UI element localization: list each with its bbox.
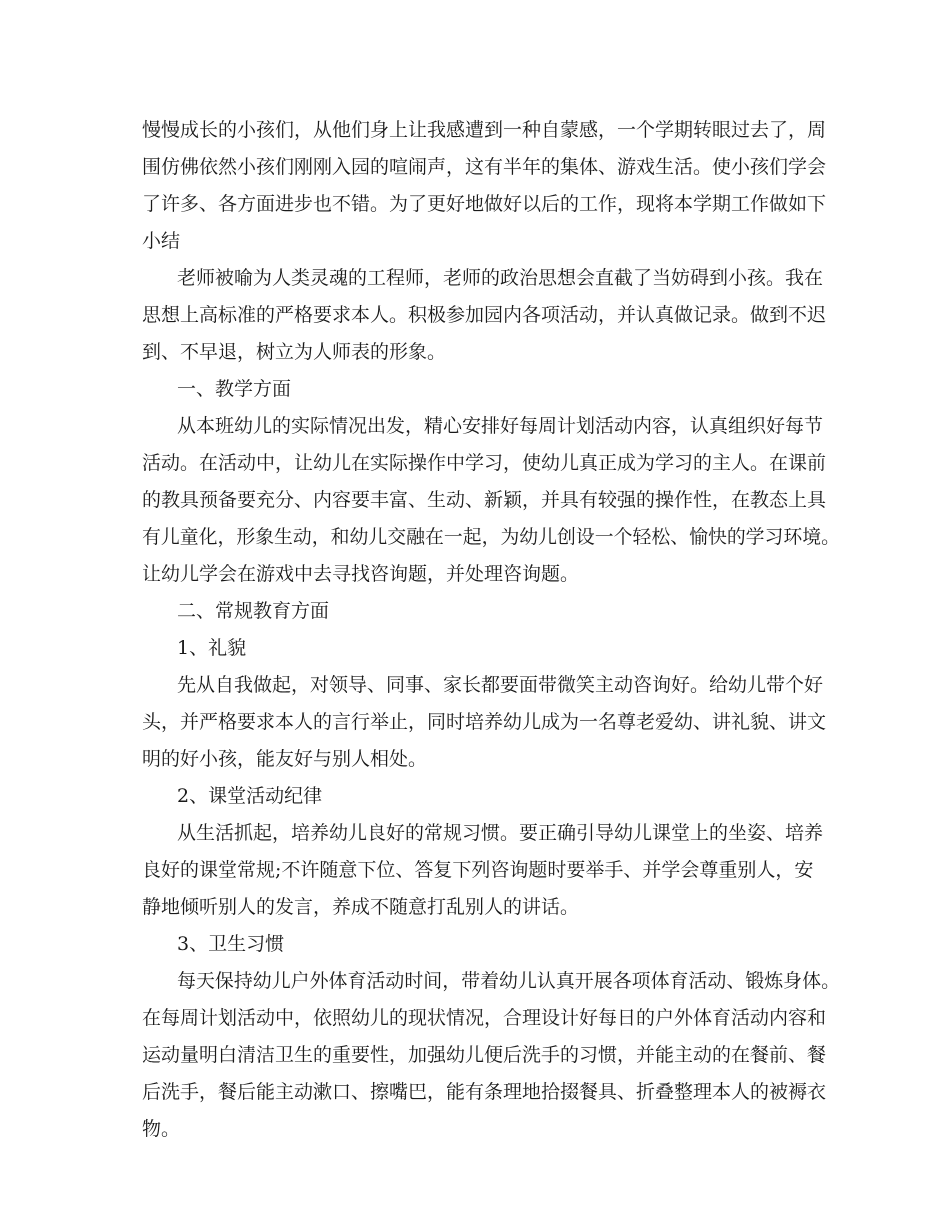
text-line: 思想上高标准的严格要求本人。积极参加园内各项活动，并认真做记录。做到不迟 xyxy=(142,304,827,326)
text-line: 后洗手，餐后能主动漱口、擦嘴巴，能有条理地拾掇餐具、折叠整理本人的被褥衣 xyxy=(142,1081,827,1103)
text-line: 物。 xyxy=(142,1118,181,1140)
text-line: 每天保持幼儿户外体育活动时间，带着幼儿认真开展各项体育活动、锻炼身体。 xyxy=(177,970,841,992)
text-line: 有儿童化，形象生动，和幼儿交融在一起，为幼儿创设一个轻松、愉快的学习环境。 xyxy=(142,526,841,548)
section-heading: 二、常规教育方面 xyxy=(177,600,330,622)
text-line: 静地倾听别人的发言，养成不随意打乱别人的讲话。 xyxy=(142,896,580,918)
text-line: 围仿佛依然小孩们刚刚入园的喧闹声，这有半年的集体、游戏生活。使小孩们学会 xyxy=(142,156,827,178)
text-line: 明的好小孩，能友好与别人相处。 xyxy=(142,748,428,770)
subsection-heading: 1、礼貌 xyxy=(177,637,247,659)
section-heading: 一、教学方面 xyxy=(177,378,292,400)
text-line: 在每周计划活动中，依照幼儿的现状情况，合理设计好每日的户外体育活动内容和 xyxy=(142,1007,827,1029)
text-line: 从生活抓起，培养幼儿良好的常规习惯。要正确引导幼儿课堂上的坐姿、培养 xyxy=(177,822,824,844)
text-line: 慢慢成长的小孩们，从他们身上让我感遭到一种自蒙感，一个学期转眼过去了，周 xyxy=(142,119,827,141)
text-line: 活动。在活动中，让幼儿在实际操作中学习，使幼儿真正成为学习的主人。在课前 xyxy=(142,452,827,474)
subsection-heading: 3、卫生习惯 xyxy=(177,933,285,955)
text-line: 运动量明白清洁卫生的重要性，加强幼儿便后洗手的习惯，并能主动的在餐前、餐 xyxy=(142,1044,827,1066)
text-line: 让幼儿学会在游戏中去寻找咨询题，并处理咨询题。 xyxy=(142,563,580,585)
text-line: 老师被喻为人类灵魂的工程师，老师的政治思想会直截了当妨碍到小孩。我在 xyxy=(177,267,824,289)
subsection-heading: 2、课堂活动纪律 xyxy=(177,785,323,807)
text-line: 良好的课堂常规;不许随意下位、答复下列咨询题时要举手、并学会尊重别人，安 xyxy=(142,859,814,881)
text-line: 头，并严格要求本人的言行举止，同时培养幼儿成为一名尊老爱幼、讲礼貌、讲文 xyxy=(142,711,827,733)
text-line: 先从自我做起，对领导、同事、家长都要面带微笑主动咨询好。给幼儿带个好 xyxy=(177,674,824,696)
text-line: 了许多、各方面进步也不错。为了更好地做好以后的工作，现将本学期工作做如下 xyxy=(142,193,827,215)
text-line: 到、不早退，树立为人师表的形象。 xyxy=(142,341,447,363)
text-line: 从本班幼儿的实际情况出发，精心安排好每周计划活动内容，认真组织好每节 xyxy=(177,415,824,437)
text-line: 小结 xyxy=(142,230,181,252)
text-line: 的教具预备要充分、内容要丰富、生动、新颖，并具有较强的操作性，在教态上具 xyxy=(142,489,827,511)
